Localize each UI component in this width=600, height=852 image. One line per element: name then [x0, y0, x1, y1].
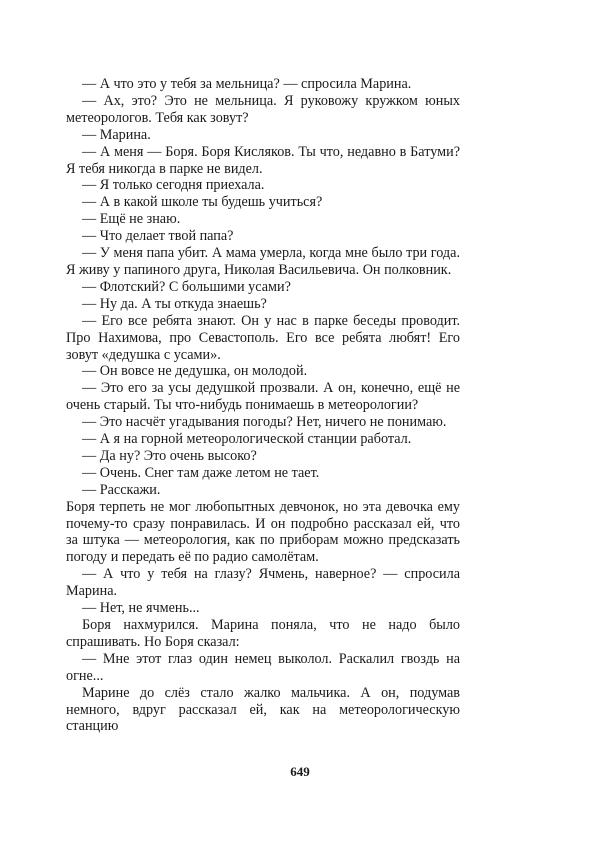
paragraph: — Это насчёт угадывания погоды? Нет, ничего не понимаю.: [82, 414, 447, 431]
paragraph: — Он вовсе не дедушка, он молодой.: [82, 363, 308, 380]
paragraph: — А что у тебя на глазу? Ячмень, наверное? — спросила Марина.: [66, 566, 460, 600]
paragraph: — Что делает твой папа?: [82, 228, 234, 245]
paragraph: — Ну да. А ты откуда знаешь?: [82, 295, 267, 312]
paragraph: — Мне этот глаз один немец выколол. Раскалил гвоздь на огне...: [66, 650, 460, 684]
paragraph: — У меня папа убит. А мама умерла, когда мне было три года. Я живу у папиного друга, Николая Васильевича. Он полковник.: [66, 245, 460, 278]
paragraph: — Нет, не ячмень...: [82, 600, 200, 617]
paragraph: — А в какой школе ты будешь учиться?: [82, 194, 323, 211]
paragraph: — Это его за усы дедушкой прозвали. А он, конечно, ещё не очень старый. Ты что-нибудь понимаешь в метеорологии?: [66, 380, 460, 414]
paragraph: — А что это у тебя за мельница? — спросила Марина.: [82, 76, 412, 92]
paragraph: — Расскажи.: [82, 481, 161, 498]
paragraph: — Ах, это? Это не мельница. Я руковожу кружком юных метеорологов. Тебя как зовут?: [66, 92, 460, 126]
paragraph: Боря нахмурился. Марина поняла, что не надо было спрашивать. Но Боря сказал:: [66, 617, 460, 650]
paragraph: — Очень. Снег там даже летом не тает.: [82, 464, 320, 481]
paragraph: — Флотский? С большими усами?: [82, 278, 291, 295]
paragraph: — А я на горной метеорологической станции работал.: [82, 431, 412, 448]
page-number: 649: [290, 764, 310, 779]
paragraph: — Да ну? Это очень высоко?: [82, 447, 257, 464]
paragraph: Боря терпеть не мог любопытных девчонок, но эта девочка ему почему-то сразу понравилась. И он подробно рассказал ей, что за штука — метеорология, как по приборам можно предсказать погоду и передать её по радио самолётам.: [66, 498, 460, 566]
paragraph: Марине до слёз стало жалко мальчика. А он, подумав немного, вдруг рассказал ей, как на метеорологическую станцию: [66, 684, 460, 735]
paragraph: — Я только сегодня приехала.: [82, 177, 265, 194]
paragraph: — А меня — Боря. Боря Кисляков. Ты что, недавно в Батуми? Я тебя никогда в парке не видел.: [66, 143, 460, 177]
paragraph: — Ещё не знаю.: [82, 211, 181, 228]
paragraph: — Марина.: [82, 126, 151, 143]
body-text: [66, 76, 460, 735]
paragraph: — Его все ребята знают. Он у нас в парке беседы проводит. Про Нахимова, про Севастополь. Его все ребята любят! Его зовут «дедушка с усами».: [66, 312, 460, 363]
